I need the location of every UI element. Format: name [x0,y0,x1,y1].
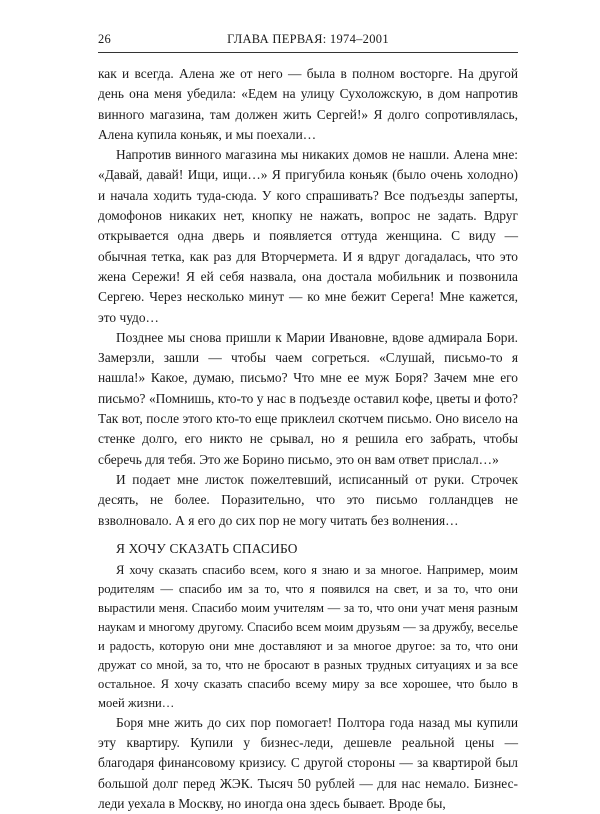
running-header [98,30,518,53]
paragraph: как и всегда. Алена же от него — была в полном восторге. На другой день она меня убедила: «Едем на улицу Сухоложскую, в дом напротив винного магазина, там должен жить Сергей!» Я долго сопротивлялась, Алена купила коньяк, и мы поехали… [98,66,518,142]
paragraph: Напротив винного магазина мы никаких домов не нашли. Алена мне: «Давай, давай! Ищи, ищи…» Я пригубила коньяк (было очень холодно) и начала ходить туда-сюда. У кого спрашивать? Все подъезды заперты, домофонов никаких нет, кнопку не нажать, вопрос не задать. Вдруг открывается одна дверь и появляется оттуда женщина. С виду — обычная тетка, как раз для Вторчермета. И я вдруг догадалась, что это жена Сережи! Я ей себя назвала, она достала мобильник и позвонила Сергею. Через несколько минут — ко мне бежит Серега! Мне кажется, это чудо… [98,147,518,325]
closing-paragraph: Боря мне жить до сих пор помогает! Полтора года назад мы купили эту квартиру. Купили у бизнес-леди, дешевле реальной цены — благодаря финансовому кризису. С другой стороны — за квартирой был большой долг перед ЖЭК. Тысяч 50 рублей — для нас немало. Бизнес-леди уехала в Москву, но иногда она здесь бывает. Вроде бы, [98,714,518,812]
paragraph: И подает мне листок пожелтевший, исписанный от руки. Строчек десять, не более. Поразительно, что это письмо голландцев не взволновало. А я его до сих пор не могу читать без волнения… [98,471,518,528]
page-number: 26 [98,32,112,46]
letter-title: Я ХОЧУ СКАЗАТЬ СПАСИБО [116,540,298,556]
letter-text: Я хочу сказать спасибо всем, кого я знаю и за многое. Например, моим родителям — спасибо им за то, что я появился на свет, и за то, что они вырастили меня. Спасибо моим учителям — за то, что они учат меня разным наукам и многому другому. Спасибо всем моим друзьям — за дружбу, веселье и радость, которую они мне доставляют и за многое другое: за то, что они дружат со мной, за то, что не бросают в разных трудных ситуациях и за все остальное. Я хочу сказать спасибо всему миру за все хорошее, что было в моей жизни… [98,562,518,710]
paragraph: Позднее мы снова пришли к Марии Ивановне, вдове адмирала Бори. Замерзли, зашли — чтобы чаем согреться. «Слушай, письмо-то я нашла!» Какое, думаю, письмо? Что мне ее муж Боря? Зачем мне его письмо? «Помнишь, кто-то у нас в подъезде оставил кофе, цветы и фото? Так вот, после этого кто-то еще приклеил скотчем письмо. Оно висело на стенке долго, его никто не срывал, но я решила его забрать, чтобы сберечь для тебя. Это же Борино письмо, это он вам ответ прислал…» [98,329,518,467]
letter-block [98,561,518,713]
main-text [98,64,518,814]
chapter-title: ГЛАВА ПЕРВАЯ: 1974–2001 [227,32,389,46]
